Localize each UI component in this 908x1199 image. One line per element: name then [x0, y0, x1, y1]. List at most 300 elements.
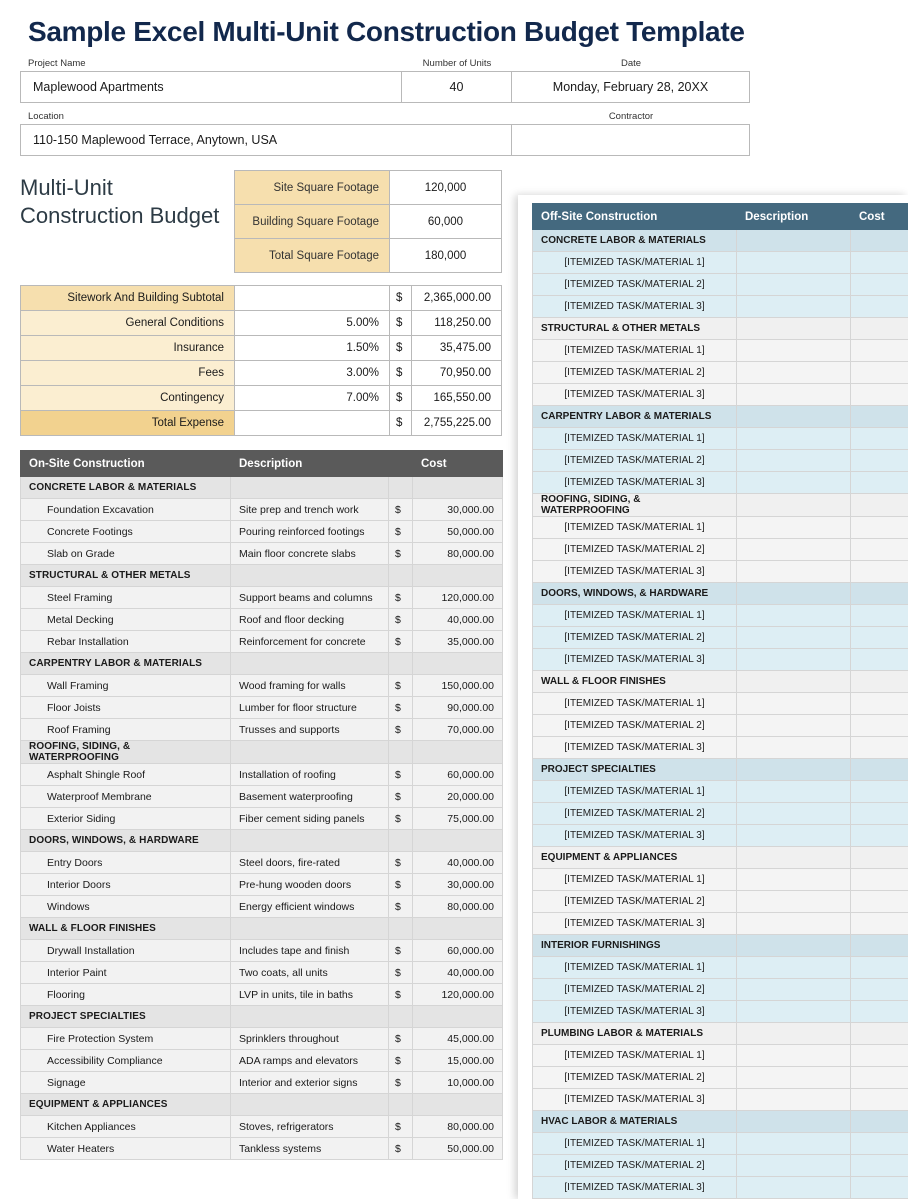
onsite-construction-table: [20, 450, 503, 1160]
offsite-group-name: WALL & FLOOR FINISHES: [533, 671, 737, 693]
onsite-group-name: EQUIPMENT & APPLIANCES: [21, 1094, 231, 1116]
offsite-item-cost[interactable]: [851, 340, 908, 362]
offsite-item-cost[interactable]: [851, 913, 908, 935]
table-row: [533, 428, 908, 450]
budget-heading: Multi-Unit Construction Budget: [20, 170, 234, 273]
onsite-item-description[interactable]: Energy efficient windows: [231, 896, 389, 918]
offsite-item-name[interactable]: [ITEMIZED TASK/MATERIAL 3]: [533, 384, 737, 406]
onsite-item-currency: $: [389, 896, 413, 918]
header-values-row-1: [20, 71, 890, 103]
onsite-item-cost[interactable]: 75,000.00: [413, 808, 503, 830]
onsite-item-cost[interactable]: 60,000.00: [413, 940, 503, 962]
onsite-item-currency: $: [389, 1050, 413, 1072]
offsite-group-description: [737, 1023, 851, 1045]
offsite-item-description[interactable]: [737, 1133, 851, 1155]
onsite-item-currency: $: [389, 852, 413, 874]
table-row: [533, 450, 908, 472]
offsite-item-name[interactable]: [ITEMIZED TASK/MATERIAL 3]: [533, 296, 737, 318]
onsite-item-currency: $: [389, 1072, 413, 1094]
offsite-group-name: EQUIPMENT & APPLIANCES: [533, 847, 737, 869]
onsite-item-name[interactable]: Floor Joists: [21, 697, 231, 719]
offsite-header-category: Off-Site Construction: [533, 204, 737, 230]
sqft-value-site[interactable]: 120,000: [390, 171, 502, 205]
offsite-item-description[interactable]: [737, 627, 851, 649]
offsite-item-cost[interactable]: [851, 1089, 908, 1111]
onsite-item-description[interactable]: Support beams and columns: [231, 587, 389, 609]
offsite-item-cost[interactable]: [851, 1177, 908, 1199]
onsite-item-name[interactable]: Accessibility Compliance: [21, 1050, 231, 1072]
offsite-item-cost[interactable]: [851, 627, 908, 649]
table-row: [235, 205, 502, 239]
onsite-item-name[interactable]: Exterior Siding: [21, 808, 231, 830]
offsite-group-cost: [851, 1023, 908, 1045]
offsite-item-cost[interactable]: [851, 274, 908, 296]
offsite-item-cost[interactable]: [851, 869, 908, 891]
offsite-item-name[interactable]: [ITEMIZED TASK/MATERIAL 2]: [533, 715, 737, 737]
offsite-group-row: [533, 935, 908, 957]
onsite-item-description[interactable]: Includes tape and finish: [231, 940, 389, 962]
offsite-item-name[interactable]: [ITEMIZED TASK/MATERIAL 2]: [533, 803, 737, 825]
offsite-item-description[interactable]: [737, 252, 851, 274]
table-row: [21, 361, 502, 386]
offsite-item-cost[interactable]: [851, 649, 908, 671]
sqft-label-site: Site Square Footage: [235, 171, 390, 205]
offsite-item-name[interactable]: [ITEMIZED TASK/MATERIAL 2]: [533, 979, 737, 1001]
offsite-item-description[interactable]: [737, 979, 851, 1001]
onsite-item-name[interactable]: Windows: [21, 896, 231, 918]
offsite-item-description[interactable]: [737, 957, 851, 979]
table-row: [533, 803, 908, 825]
offsite-group-name: HVAC LABOR & MATERIALS: [533, 1111, 737, 1133]
offsite-item-cost[interactable]: [851, 979, 908, 1001]
onsite-item-name[interactable]: Drywall Installation: [21, 940, 231, 962]
onsite-item-description[interactable]: Pouring reinforced footings: [231, 521, 389, 543]
table-row: [533, 539, 908, 561]
table-row: [533, 957, 908, 979]
offsite-item-name[interactable]: [ITEMIZED TASK/MATERIAL 1]: [533, 340, 737, 362]
table-row: [21, 786, 503, 808]
onsite-item-name[interactable]: Entry Doors: [21, 852, 231, 874]
offsite-item-description[interactable]: [737, 274, 851, 296]
offsite-item-description[interactable]: [737, 781, 851, 803]
table-row: [533, 605, 908, 627]
onsite-group-cost: [413, 1094, 503, 1116]
page-title: Sample Excel Multi-Unit Construction Budget Template: [18, 0, 890, 58]
table-row: [533, 1067, 908, 1089]
offsite-item-description[interactable]: [737, 1067, 851, 1089]
summary-currency-general-conditions: $: [390, 311, 412, 336]
table-row: [21, 336, 502, 361]
summary-label-subtotal: Sitework And Building Subtotal: [21, 286, 235, 311]
offsite-item-cost[interactable]: [851, 1133, 908, 1155]
offsite-item-cost[interactable]: [851, 252, 908, 274]
offsite-item-description[interactable]: [737, 891, 851, 913]
summary-amount-insurance: 35,475.00: [412, 336, 502, 361]
onsite-group-description: [231, 1094, 389, 1116]
onsite-item-description[interactable]: Two coats, all units: [231, 962, 389, 984]
offsite-item-cost[interactable]: [851, 1155, 908, 1177]
summary-label-fees: Fees: [21, 361, 235, 386]
offsite-item-name[interactable]: [ITEMIZED TASK/MATERIAL 1]: [533, 252, 737, 274]
onsite-item-cost[interactable]: 90,000.00: [413, 697, 503, 719]
offsite-item-cost[interactable]: [851, 539, 908, 561]
offsite-item-name[interactable]: [ITEMIZED TASK/MATERIAL 2]: [533, 362, 737, 384]
onsite-group-currency: [389, 565, 413, 587]
onsite-item-cost[interactable]: 45,000.00: [413, 1028, 503, 1050]
onsite-item-cost[interactable]: 30,000.00: [413, 499, 503, 521]
onsite-item-description[interactable]: Installation of roofing: [231, 764, 389, 786]
offsite-item-name[interactable]: [ITEMIZED TASK/MATERIAL 2]: [533, 274, 737, 296]
summary-currency-fees: $: [390, 361, 412, 386]
table-row: [533, 1089, 908, 1111]
onsite-item-name[interactable]: Wall Framing: [21, 675, 231, 697]
label-number-of-units: Number of Units: [402, 58, 512, 69]
onsite-item-currency: $: [389, 786, 413, 808]
offsite-construction-panel: [518, 195, 908, 1199]
offsite-item-description[interactable]: [737, 561, 851, 583]
onsite-group-cost: [413, 477, 503, 499]
budget-summary-table: [20, 285, 502, 436]
offsite-item-name[interactable]: [ITEMIZED TASK/MATERIAL 1]: [533, 1133, 737, 1155]
table-row: [21, 874, 503, 896]
offsite-group-name: PLUMBING LABOR & MATERIALS: [533, 1023, 737, 1045]
onsite-item-cost[interactable]: 40,000.00: [413, 852, 503, 874]
table-row: [21, 609, 503, 631]
offsite-item-name[interactable]: [ITEMIZED TASK/MATERIAL 3]: [533, 737, 737, 759]
onsite-item-cost[interactable]: 80,000.00: [413, 543, 503, 565]
offsite-item-description[interactable]: [737, 450, 851, 472]
sqft-label-total: Total Square Footage: [235, 239, 390, 273]
onsite-item-cost[interactable]: 80,000.00: [413, 896, 503, 918]
onsite-item-cost[interactable]: 50,000.00: [413, 521, 503, 543]
offsite-item-cost[interactable]: [851, 296, 908, 318]
offsite-header-description: Description: [737, 204, 851, 230]
onsite-item-currency: $: [389, 587, 413, 609]
offsite-item-cost[interactable]: [851, 803, 908, 825]
table-row: [533, 627, 908, 649]
offsite-item-description[interactable]: [737, 296, 851, 318]
onsite-item-name[interactable]: Metal Decking: [21, 609, 231, 631]
onsite-item-name[interactable]: Slab on Grade: [21, 543, 231, 565]
offsite-item-description[interactable]: [737, 340, 851, 362]
offsite-item-cost[interactable]: [851, 715, 908, 737]
table-row: [533, 517, 908, 539]
onsite-item-cost[interactable]: 150,000.00: [413, 675, 503, 697]
offsite-group-row: [533, 230, 908, 252]
offsite-item-cost[interactable]: [851, 428, 908, 450]
offsite-group-row: [533, 759, 908, 781]
table-row: [533, 1045, 908, 1067]
table-row: [21, 984, 503, 1006]
offsite-item-description[interactable]: [737, 517, 851, 539]
table-row: [21, 286, 502, 311]
offsite-item-name[interactable]: [ITEMIZED TASK/MATERIAL 1]: [533, 428, 737, 450]
offsite-item-name[interactable]: [ITEMIZED TASK/MATERIAL 1]: [533, 781, 737, 803]
offsite-group-description: [737, 406, 851, 428]
table-row: [21, 697, 503, 719]
offsite-item-cost[interactable]: [851, 781, 908, 803]
onsite-item-description[interactable]: ADA ramps and elevators: [231, 1050, 389, 1072]
onsite-item-name[interactable]: Fire Protection System: [21, 1028, 231, 1050]
onsite-item-name[interactable]: Waterproof Membrane: [21, 786, 231, 808]
offsite-item-name[interactable]: [ITEMIZED TASK/MATERIAL 3]: [533, 472, 737, 494]
onsite-item-description[interactable]: Fiber cement siding panels: [231, 808, 389, 830]
onsite-item-currency: $: [389, 609, 413, 631]
table-row: [21, 499, 503, 521]
offsite-item-description[interactable]: [737, 1001, 851, 1023]
offsite-item-name[interactable]: [ITEMIZED TASK/MATERIAL 2]: [533, 627, 737, 649]
onsite-item-cost[interactable]: 20,000.00: [413, 786, 503, 808]
offsite-item-name[interactable]: [ITEMIZED TASK/MATERIAL 2]: [533, 450, 737, 472]
onsite-item-description[interactable]: Wood framing for walls: [231, 675, 389, 697]
onsite-item-name[interactable]: Interior Paint: [21, 962, 231, 984]
offsite-item-name[interactable]: [ITEMIZED TASK/MATERIAL 2]: [533, 1067, 737, 1089]
offsite-group-cost: [851, 671, 908, 693]
onsite-item-description[interactable]: Basement waterproofing: [231, 786, 389, 808]
offsite-item-cost[interactable]: [851, 472, 908, 494]
table-row: [21, 587, 503, 609]
table-row: [21, 896, 503, 918]
offsite-item-cost[interactable]: [851, 693, 908, 715]
onsite-item-cost[interactable]: 70,000.00: [413, 719, 503, 741]
onsite-item-currency: $: [389, 1138, 413, 1160]
summary-pct-general-conditions[interactable]: 5.00%: [235, 311, 390, 336]
offsite-group-cost: [851, 847, 908, 869]
onsite-item-cost[interactable]: 10,000.00: [413, 1072, 503, 1094]
offsite-item-cost[interactable]: [851, 1067, 908, 1089]
offsite-group-name: CARPENTRY LABOR & MATERIALS: [533, 406, 737, 428]
table-row: [533, 891, 908, 913]
onsite-item-cost[interactable]: 120,000.00: [413, 984, 503, 1006]
onsite-item-cost[interactable]: 40,000.00: [413, 609, 503, 631]
onsite-item-description[interactable]: Tankless systems: [231, 1138, 389, 1160]
offsite-item-name[interactable]: [ITEMIZED TASK/MATERIAL 2]: [533, 891, 737, 913]
offsite-item-cost[interactable]: [851, 561, 908, 583]
onsite-item-cost[interactable]: 15,000.00: [413, 1050, 503, 1072]
onsite-item-description[interactable]: Trusses and supports: [231, 719, 389, 741]
offsite-item-name[interactable]: [ITEMIZED TASK/MATERIAL 3]: [533, 561, 737, 583]
onsite-item-currency: $: [389, 764, 413, 786]
offsite-item-cost[interactable]: [851, 825, 908, 847]
offsite-item-description[interactable]: [737, 737, 851, 759]
header-values-row-2: [20, 124, 890, 156]
onsite-item-description[interactable]: Reinforcement for concrete: [231, 631, 389, 653]
onsite-group-currency: [389, 741, 413, 764]
sqft-label-building: Building Square Footage: [235, 205, 390, 239]
offsite-item-description[interactable]: [737, 825, 851, 847]
onsite-item-description[interactable]: Interior and exterior signs: [231, 1072, 389, 1094]
offsite-item-cost[interactable]: [851, 517, 908, 539]
onsite-item-description[interactable]: Site prep and trench work: [231, 499, 389, 521]
onsite-item-cost[interactable]: 60,000.00: [413, 764, 503, 786]
onsite-item-cost[interactable]: 40,000.00: [413, 962, 503, 984]
offsite-item-description[interactable]: [737, 605, 851, 627]
offsite-item-name[interactable]: [ITEMIZED TASK/MATERIAL 2]: [533, 1155, 737, 1177]
field-contractor[interactable]: [512, 124, 750, 156]
offsite-item-cost[interactable]: [851, 362, 908, 384]
onsite-item-currency: $: [389, 697, 413, 719]
offsite-item-description[interactable]: [737, 869, 851, 891]
offsite-item-description[interactable]: [737, 1177, 851, 1199]
onsite-item-name[interactable]: Rebar Installation: [21, 631, 231, 653]
onsite-group-cost: [413, 918, 503, 940]
onsite-item-description[interactable]: Main floor concrete slabs: [231, 543, 389, 565]
summary-pct-fees[interactable]: 3.00%: [235, 361, 390, 386]
offsite-item-name[interactable]: [ITEMIZED TASK/MATERIAL 2]: [533, 539, 737, 561]
offsite-item-cost[interactable]: [851, 957, 908, 979]
onsite-item-description[interactable]: Steel doors, fire-rated: [231, 852, 389, 874]
onsite-item-description[interactable]: Lumber for floor structure: [231, 697, 389, 719]
summary-currency-total-expense: $: [390, 411, 412, 436]
offsite-group-description: [737, 318, 851, 340]
offsite-group-name: INTERIOR FURNISHINGS: [533, 935, 737, 957]
onsite-item-description[interactable]: Pre-hung wooden doors: [231, 874, 389, 896]
onsite-item-name[interactable]: Foundation Excavation: [21, 499, 231, 521]
table-row: [21, 808, 503, 830]
offsite-group-cost: [851, 1111, 908, 1133]
onsite-item-name[interactable]: Kitchen Appliances: [21, 1116, 231, 1138]
onsite-item-name[interactable]: Concrete Footings: [21, 521, 231, 543]
onsite-group-cost: [413, 830, 503, 852]
offsite-item-name[interactable]: [ITEMIZED TASK/MATERIAL 1]: [533, 869, 737, 891]
offsite-group-name: CONCRETE LABOR & MATERIALS: [533, 230, 737, 252]
offsite-group-row: [533, 406, 908, 428]
offsite-group-cost: [851, 230, 908, 252]
field-date[interactable]: Monday, February 28, 20XX: [512, 71, 750, 103]
table-row: [21, 719, 503, 741]
offsite-item-description[interactable]: [737, 649, 851, 671]
onsite-item-description[interactable]: Sprinklers throughout: [231, 1028, 389, 1050]
table-row: [21, 962, 503, 984]
offsite-group-cost: [851, 935, 908, 957]
onsite-item-name[interactable]: Roof Framing: [21, 719, 231, 741]
offsite-group-description: [737, 847, 851, 869]
onsite-item-description[interactable]: Roof and floor decking: [231, 609, 389, 631]
offsite-item-cost[interactable]: [851, 891, 908, 913]
onsite-header-category: On-Site Construction: [21, 451, 231, 477]
onsite-item-cost[interactable]: 120,000.00: [413, 587, 503, 609]
table-row: [21, 411, 502, 436]
onsite-group-name: WALL & FLOOR FINISHES: [21, 918, 231, 940]
onsite-group-row: [21, 653, 503, 675]
offsite-group-description: [737, 1111, 851, 1133]
offsite-group-description: [737, 583, 851, 605]
onsite-item-currency: $: [389, 1028, 413, 1050]
onsite-group-name: STRUCTURAL & OTHER METALS: [21, 565, 231, 587]
offsite-item-name[interactable]: [ITEMIZED TASK/MATERIAL 1]: [533, 605, 737, 627]
table-row: [21, 1050, 503, 1072]
sqft-value-building[interactable]: 60,000: [390, 205, 502, 239]
onsite-item-name[interactable]: Flooring: [21, 984, 231, 1006]
onsite-item-currency: $: [389, 719, 413, 741]
table-row: [533, 913, 908, 935]
offsite-item-name[interactable]: [ITEMIZED TASK/MATERIAL 3]: [533, 649, 737, 671]
onsite-group-row: [21, 477, 503, 499]
offsite-item-description[interactable]: [737, 693, 851, 715]
onsite-item-cost[interactable]: 30,000.00: [413, 874, 503, 896]
onsite-group-description: [231, 1006, 389, 1028]
table-row: [21, 386, 502, 411]
offsite-item-name[interactable]: [ITEMIZED TASK/MATERIAL 1]: [533, 517, 737, 539]
header-labels-row-1: [20, 58, 890, 69]
onsite-group-currency: [389, 918, 413, 940]
onsite-item-name[interactable]: Steel Framing: [21, 587, 231, 609]
onsite-item-currency: $: [389, 631, 413, 653]
table-row: [533, 1155, 908, 1177]
onsite-group-description: [231, 830, 389, 852]
onsite-item-name[interactable]: Water Heaters: [21, 1138, 231, 1160]
onsite-item-cost[interactable]: 35,000.00: [413, 631, 503, 653]
offsite-item-description[interactable]: [737, 362, 851, 384]
offsite-item-name[interactable]: [ITEMIZED TASK/MATERIAL 3]: [533, 913, 737, 935]
offsite-item-description[interactable]: [737, 539, 851, 561]
summary-label-contingency: Contingency: [21, 386, 235, 411]
onsite-item-cost[interactable]: 50,000.00: [413, 1138, 503, 1160]
offsite-item-name[interactable]: [ITEMIZED TASK/MATERIAL 3]: [533, 1001, 737, 1023]
offsite-item-cost[interactable]: [851, 737, 908, 759]
offsite-item-description[interactable]: [737, 384, 851, 406]
offsite-item-description[interactable]: [737, 913, 851, 935]
onsite-item-name[interactable]: Interior Doors: [21, 874, 231, 896]
onsite-item-name[interactable]: Signage: [21, 1072, 231, 1094]
offsite-item-description[interactable]: [737, 1089, 851, 1111]
sqft-value-total: 180,000: [390, 239, 502, 273]
onsite-item-name[interactable]: Asphalt Shingle Roof: [21, 764, 231, 786]
offsite-item-description[interactable]: [737, 715, 851, 737]
onsite-group-currency: [389, 1006, 413, 1028]
offsite-item-cost[interactable]: [851, 1001, 908, 1023]
field-project-name[interactable]: Maplewood Apartments: [20, 71, 402, 103]
offsite-item-name[interactable]: [ITEMIZED TASK/MATERIAL 1]: [533, 1045, 737, 1067]
field-number-of-units[interactable]: 40: [402, 71, 512, 103]
onsite-group-row: [21, 1006, 503, 1028]
offsite-item-description[interactable]: [737, 472, 851, 494]
offsite-item-name[interactable]: [ITEMIZED TASK/MATERIAL 3]: [533, 1089, 737, 1111]
table-row: [533, 869, 908, 891]
offsite-item-description[interactable]: [737, 1045, 851, 1067]
offsite-group-row: [533, 1023, 908, 1045]
summary-pct-insurance[interactable]: 1.50%: [235, 336, 390, 361]
offsite-item-name[interactable]: [ITEMIZED TASK/MATERIAL 1]: [533, 957, 737, 979]
offsite-item-description[interactable]: [737, 1155, 851, 1177]
offsite-item-description[interactable]: [737, 428, 851, 450]
label-location: Location: [20, 111, 512, 122]
onsite-item-currency: $: [389, 499, 413, 521]
offsite-item-cost[interactable]: [851, 605, 908, 627]
onsite-item-description[interactable]: LVP in units, tile in baths: [231, 984, 389, 1006]
offsite-item-name[interactable]: [ITEMIZED TASK/MATERIAL 3]: [533, 825, 737, 847]
onsite-group-description: [231, 477, 389, 499]
onsite-item-currency: $: [389, 521, 413, 543]
offsite-item-description[interactable]: [737, 803, 851, 825]
field-location[interactable]: 110-150 Maplewood Terrace, Anytown, USA: [20, 124, 512, 156]
onsite-header-cost-currency: [389, 451, 413, 477]
offsite-group-description: [737, 494, 851, 517]
onsite-item-description[interactable]: Stoves, refrigerators: [231, 1116, 389, 1138]
offsite-item-cost[interactable]: [851, 1045, 908, 1067]
onsite-item-cost[interactable]: 80,000.00: [413, 1116, 503, 1138]
table-row: [21, 631, 503, 653]
onsite-item-currency: $: [389, 984, 413, 1006]
offsite-item-name[interactable]: [ITEMIZED TASK/MATERIAL 1]: [533, 693, 737, 715]
onsite-group-currency: [389, 477, 413, 499]
offsite-item-cost[interactable]: [851, 384, 908, 406]
offsite-item-name[interactable]: [ITEMIZED TASK/MATERIAL 3]: [533, 1177, 737, 1199]
summary-label-insurance: Insurance: [21, 336, 235, 361]
summary-pct-contingency[interactable]: 7.00%: [235, 386, 390, 411]
onsite-item-currency: $: [389, 1116, 413, 1138]
offsite-item-cost[interactable]: [851, 450, 908, 472]
